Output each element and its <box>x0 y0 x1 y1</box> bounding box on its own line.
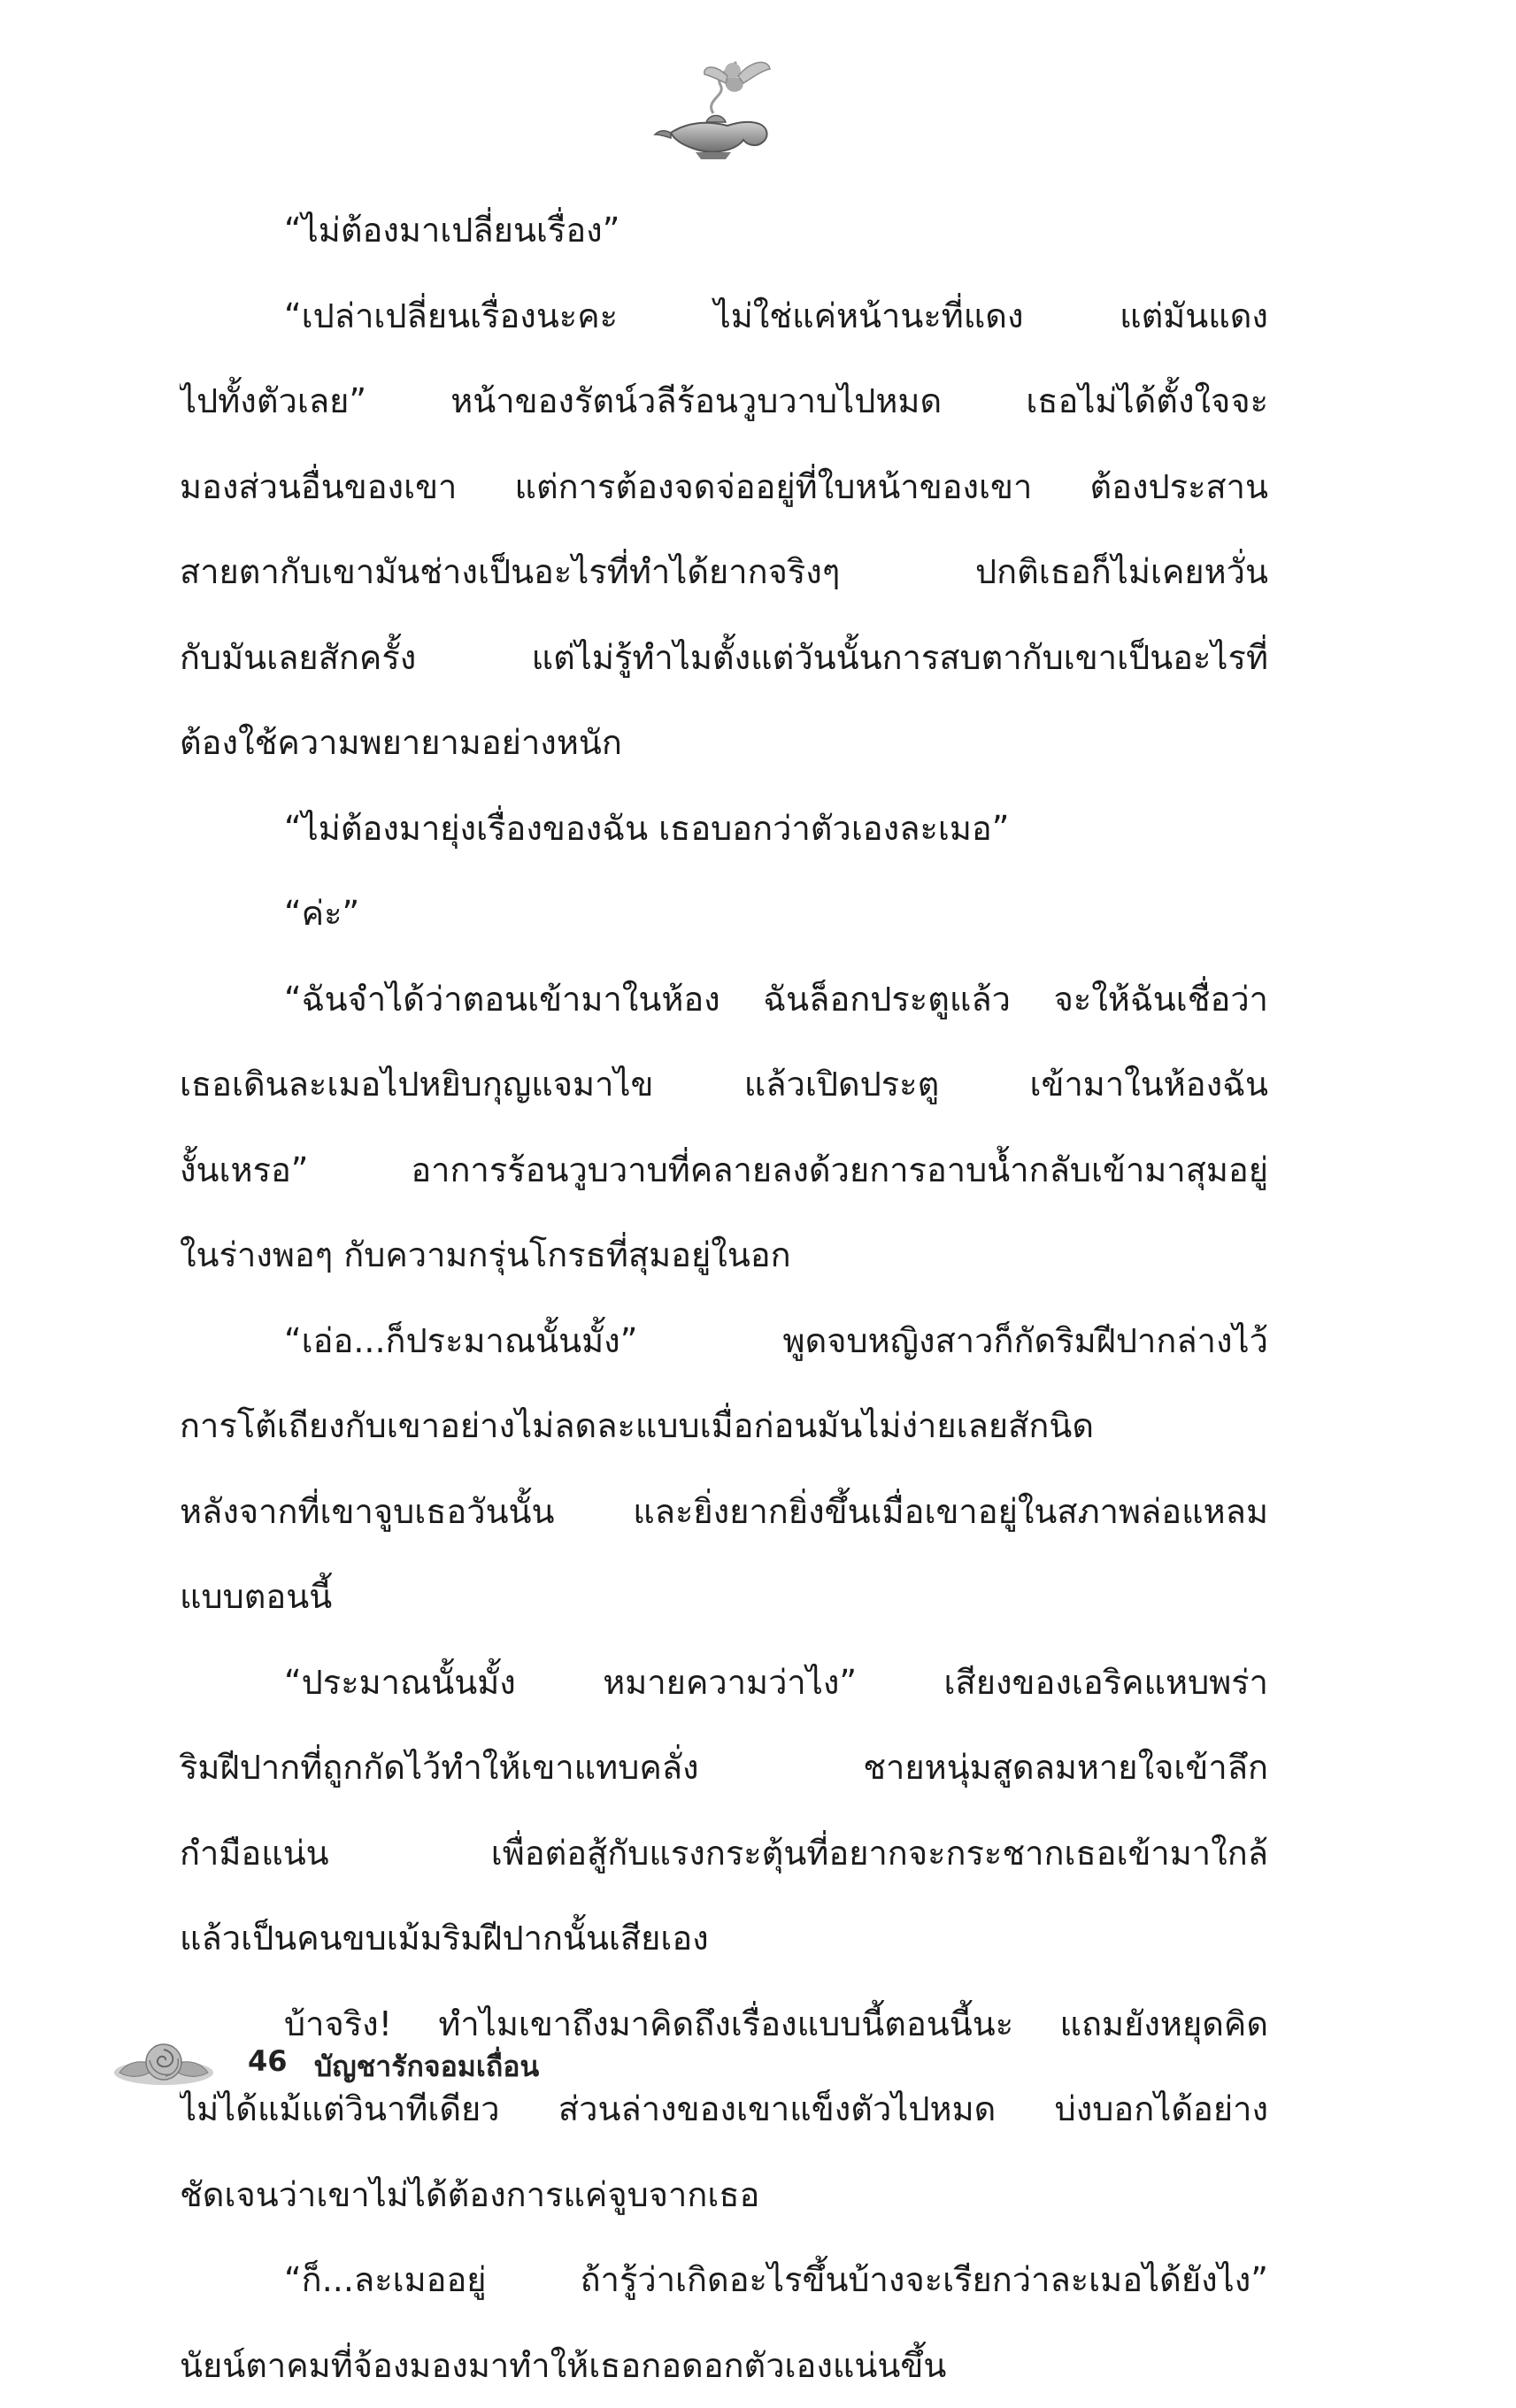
text-line: ในร่างพอๆ กับความกรุ่นโกรธที่สุมอยู่ในอก <box>180 1212 1268 1298</box>
text-line: “เอ่อ...ก็ประมาณนั้นมั้ง” พูดจบหญิงสาวก็กัดริมฝีปากล่างไว้ <box>180 1298 1268 1384</box>
book-title: บัญชารักจอมเถื่อน <box>314 2044 539 2089</box>
text-line: ไปทั้งตัวเลย” หน้าของรัตน์วลีร้อนวูบวาบไปหมด เธอไม่ได้ตั้งใจจะ <box>180 358 1268 444</box>
text-line: ชัดเจนว่าเขาไม่ได้ต้องการแค่จูบจากเธอ <box>180 2152 1268 2238</box>
text-line: แล้วเป็นคนขบเม้มริมฝีปากนั้นเสียเอง <box>180 1896 1268 1981</box>
text-line: หลังจากที่เขาจูบเธอวันนั้น และยิ่งยากยิ่งขึ้นเมื่อเขาอยู่ในสภาพล่อแหลม <box>180 1469 1268 1555</box>
text-line: งั้นเหรอ” อาการร้อนวูบวาบที่คลายลงด้วยการอาบน้ำกลับเข้ามาสุมอยู่ <box>180 1127 1268 1213</box>
text-line: เธอเดินละเมอไปหยิบกุญแจมาไข แล้วเปิดประตู เข้ามาในห้องฉัน <box>180 1042 1268 1127</box>
text-line: การโต้เถียงกับเขาอย่างไม่ลดละแบบเมื่อก่อนมันไม่ง่ายเลยสักนิด <box>180 1383 1268 1469</box>
text-line: ไม่ได้แม้แต่วินาทีเดียว ส่วนล่างของเขาแข็งตัวไปหมด บ่งบอกได้อย่าง <box>180 2066 1268 2152</box>
page-footer <box>111 2037 819 2090</box>
text-line: ต้องใช้ความพยายามอย่างหนัก <box>180 700 1268 786</box>
text-line: นัยน์ตาคมที่จ้องมองมาทำให้เธอกอดอกตัวเองแน่นขึ้น <box>180 2323 1268 2408</box>
text-line: กับมันเลยสักครั้ง แต่ไม่รู้ทำไมตั้งแต่วันนั้นการสบตากับเขาเป็นอะไรที่ <box>180 615 1268 701</box>
text-line: “ไม่ต้องมาเปลี่ยนเรื่อง” <box>180 188 1268 273</box>
magic-lamp-cupid-icon <box>651 51 784 166</box>
text-line: สายตากับเขามันช่างเป็นอะไรที่ทำได้ยากจริงๆ ปกติเธอก็ไม่เคยหวั่น <box>180 529 1268 615</box>
rose-icon <box>111 2037 217 2089</box>
text-line: บ้าจริง! ทำไมเขาถึงมาคิดถึงเรื่องแบบนี้ตอนนี้นะ แถมยังหยุดคิด <box>180 1981 1268 2067</box>
text-line: “เปล่าเปลี่ยนเรื่องนะคะ ไม่ใช่แค่หน้านะที่แดง แต่มันแดง <box>180 273 1268 359</box>
text-line: “ฉันจำได้ว่าตอนเข้ามาในห้อง ฉันล็อกประตูแล้ว จะให้ฉันเชื่อว่า <box>180 957 1268 1042</box>
text-line: “ก็...ละเมออยู่ ถ้ารู้ว่าเกิดอะไรขึ้นบ้างจะเรียกว่าละเมอได้ยังไง” <box>180 2237 1268 2323</box>
text-line: กำมือแน่น เพื่อต่อสู้กับแรงกระตุ้นที่อยากจะกระชากเธอเข้ามาใกล้ <box>180 1811 1268 1896</box>
text-line: ริมฝีปากที่ถูกกัดไว้ทำให้เขาแทบคลั่ง ชายหนุ่มสูดลมหายใจเข้าลึก <box>180 1725 1268 1811</box>
text-line: “ประมาณนั้นมั้ง หมายความว่าไง” เสียงของเอริคแหบพร่า <box>180 1640 1268 1726</box>
text-line: “ไม่ต้องมายุ่งเรื่องของฉัน เธอบอกว่าตัวเองละเมอ” <box>180 786 1268 872</box>
text-line: มองส่วนอื่นของเขา แต่การต้องจดจ่ออยู่ที่ใบหน้าของเขา ต้องประสาน <box>180 444 1268 530</box>
page-number: 46 <box>248 2044 288 2078</box>
text-line: “ค่ะ” <box>180 871 1268 957</box>
text-line: แบบตอนนี้ <box>180 1554 1268 1640</box>
